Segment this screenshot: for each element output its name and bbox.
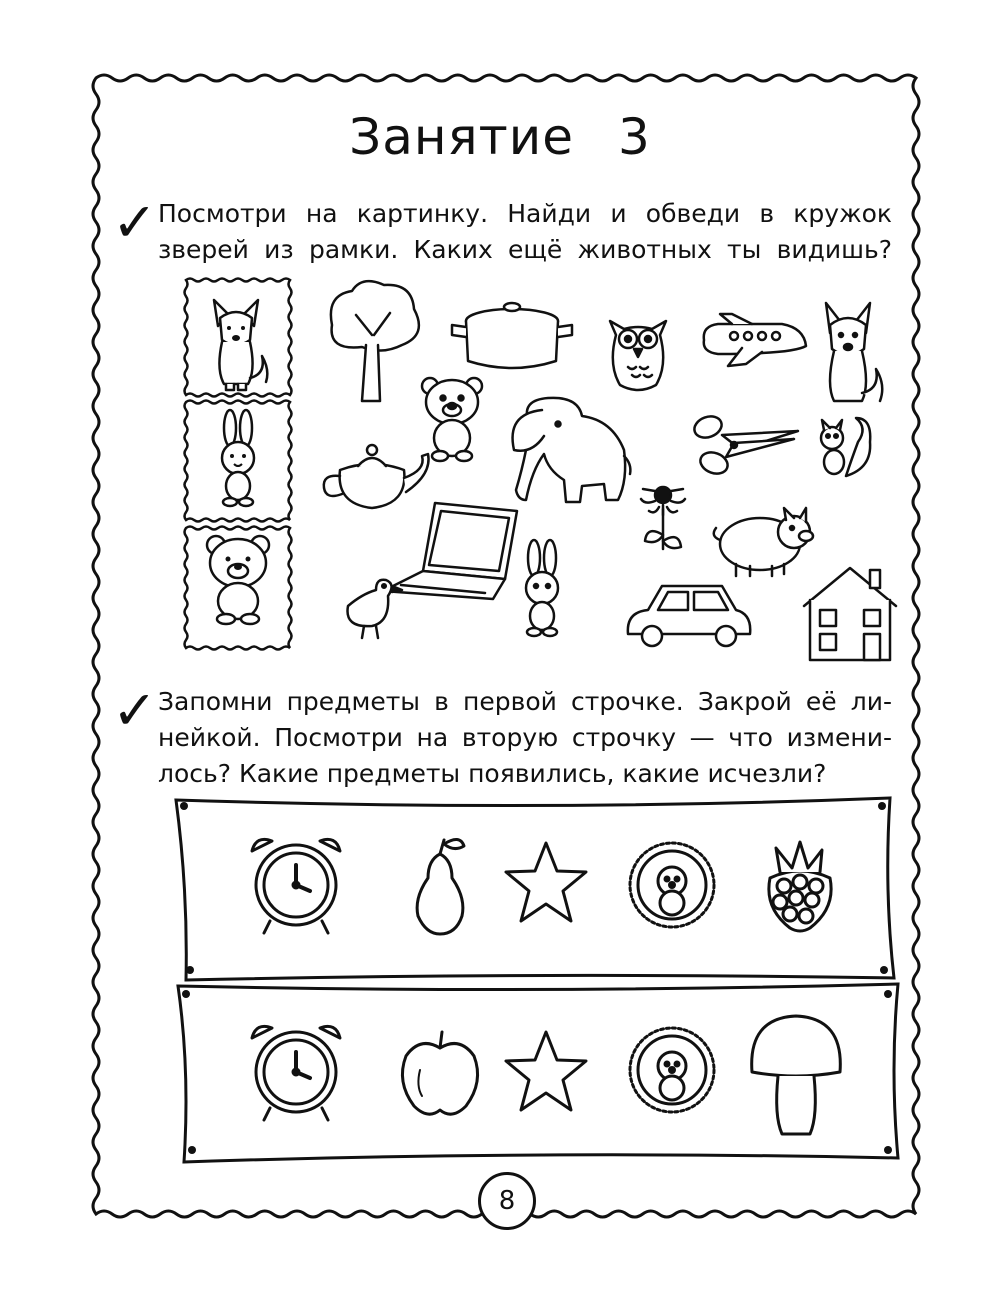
page-title <box>0 108 1000 166</box>
task-2-text <box>158 684 892 792</box>
wolf-icon <box>826 303 882 401</box>
title-number: 3 <box>618 108 651 166</box>
page-number: 8 <box>478 1172 536 1230</box>
rabbit-icon <box>526 540 558 636</box>
pig-icon <box>714 508 813 576</box>
elephant-icon <box>513 398 631 502</box>
car-icon <box>628 586 750 646</box>
chick-icon <box>348 580 403 638</box>
owl-icon <box>610 321 666 390</box>
squirrel-icon <box>821 418 870 476</box>
hedgehog-icon <box>630 843 714 927</box>
frame-wolf-icon <box>214 300 267 390</box>
title-word: Занятие <box>349 108 575 166</box>
task-1-line: зверей из рамки. Каких ещё животных ты видишь? <box>158 235 892 264</box>
task-2-line: лось? Какие предметы появились, какие исчезли? <box>158 759 827 788</box>
frame-bear-icon <box>207 536 269 624</box>
task-1-line: Посмотри на картинку. Найди и обведи в кружок <box>158 199 892 228</box>
checkmark-icon: ✓ <box>112 679 158 742</box>
frame-rabbit-icon <box>222 410 254 506</box>
raspberry-icon <box>769 842 831 931</box>
scissors-icon <box>691 413 798 477</box>
teapot-icon <box>324 445 429 508</box>
airplane-icon <box>704 314 806 366</box>
task-2-line: нейкой. Посмотри на вторую строчку — что измени- <box>158 723 892 752</box>
hedgehog-icon <box>630 1028 714 1112</box>
task-1-text <box>158 196 892 268</box>
house-icon <box>804 568 896 660</box>
task-2-line: Запомни предметы в первой строчке. Закрой её ли- <box>158 687 892 716</box>
flower-icon <box>641 487 685 549</box>
checkmark-icon: ✓ <box>112 191 158 254</box>
bear-icon <box>422 378 482 461</box>
laptop-icon <box>383 503 517 599</box>
pot-icon <box>452 303 572 368</box>
tree-icon <box>331 281 419 401</box>
